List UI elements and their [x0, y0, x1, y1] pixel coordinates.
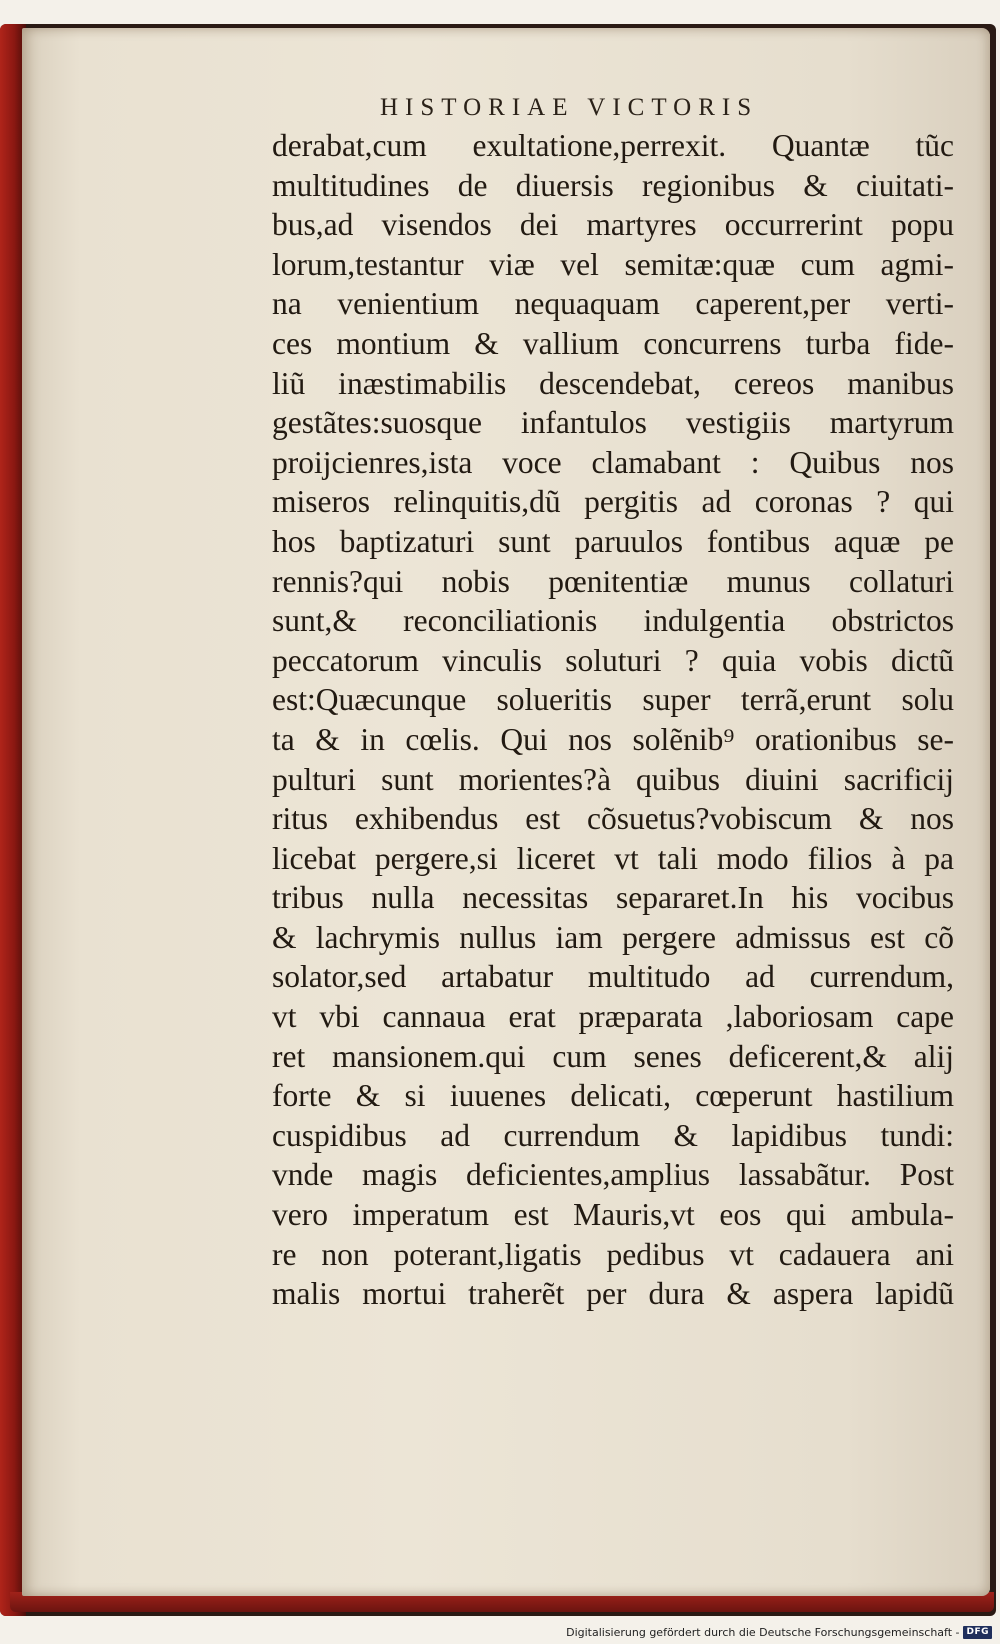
text-line: vero imperatum est Mauris,vt eos qui ambula- — [272, 1197, 954, 1233]
text-line: solator,sed artabatur multitudo ad currendum, — [272, 959, 954, 995]
text-line: hos baptizaturi sunt paruulos fontibus aquæ pe — [272, 523, 954, 559]
text-line: lorum,testantur viæ vel semitæ:quæ cum agmi- — [272, 246, 954, 282]
text-line: ret mansionem.qui cum senes deficerent,& alij — [272, 1038, 954, 1074]
text-line: & lachrymis nullus iam pergere admissus est cõ — [272, 919, 954, 955]
text-line: licebat pergere,si liceret vt tali modo filios à pa — [272, 840, 954, 876]
text-line: derabat,cum exultatione,perrexit. Quantæ tũc — [272, 128, 954, 163]
text-line: gestãtes:suosque infantulos vestigiis martyrum — [272, 405, 954, 441]
digitization-footer — [566, 1624, 992, 1640]
text-line: ritus exhibendus est cõsuetus?vobiscum & nos — [272, 801, 954, 837]
text-line: peccatorum vinculis soluturi ? quia vobis dictũ — [272, 642, 954, 678]
text-line: rennis?qui nobis pœnitentiæ munus collaturi — [272, 563, 954, 599]
text-line: miseros relinquitis,dũ pergitis ad coronas ? qui — [272, 484, 954, 520]
funding-credit: Digitalisierung gefördert durch die Deutsche Forschungsgemeinschaft - — [566, 1625, 960, 1639]
text-line: sunt,& reconciliationis indulgentia obstrictos — [272, 603, 954, 639]
text-line: malis mortui traherẽt per dura & aspera lapidũ — [272, 1276, 954, 1312]
text-line: vt vbi cannaua erat præparata ,laboriosam cape — [272, 999, 954, 1035]
page-text — [272, 126, 954, 1314]
running-head: HISTORIAE VICTORIS — [380, 94, 759, 121]
text-line: liũ inæstimabilis descendebat, cereos manibus — [272, 365, 954, 401]
text-line: ces montium & vallium concurrens turba fide- — [272, 325, 954, 361]
text-line: forte & si iuuenes delicati, cœperunt hastilium — [272, 1078, 954, 1114]
text-line: tribus nulla necessitas separaret.In his vocibus — [272, 880, 954, 916]
text-line: re non poterant,ligatis pedibus vt cadauera ani — [272, 1236, 954, 1272]
text-line: proijcienres,ista voce clamabant : Quibus nos — [272, 444, 954, 480]
text-line: est:Quæcunque solueritis super terrã,erunt solu — [272, 682, 954, 718]
text-line: bus,ad visendos dei martyres occurrerint popu — [272, 207, 954, 243]
text-line: cuspidibus ad currendum & lapidibus tundi: — [272, 1117, 954, 1153]
text-line: na venientium nequaquam caperent,per verti- — [272, 286, 954, 322]
text-line: vnde magis deficientes,amplius lassabãtur. Post — [272, 1157, 954, 1193]
text-line: multitudines de diuersis regionibus & ciuitati- — [272, 167, 954, 203]
text-line: ta & in cœlis. Qui nos solẽnib⁹ orationibus se- — [272, 721, 954, 757]
dfg-logo-icon: DFG — [963, 1626, 992, 1639]
text-line: pulturi sunt morientes?à quibus diuini sacrificij — [272, 761, 954, 797]
